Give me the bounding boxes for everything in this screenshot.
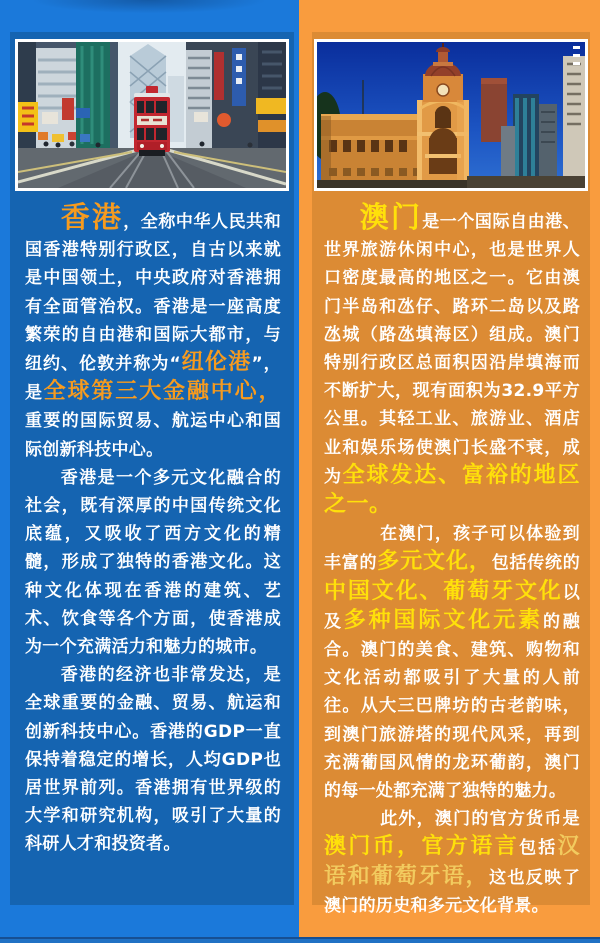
mo-culture-text-3: 以及: [324, 582, 580, 632]
mo-title: 澳门: [359, 200, 423, 234]
mo-highlight-international-elements: 多种国际文化元素: [343, 607, 543, 633]
mo-intro-paragraph: [324, 200, 580, 520]
hk-highlight-financial-center: 全球第三大金融中心，: [43, 379, 281, 405]
mo-culture-paragraph: [324, 520, 580, 805]
macau-panel: [312, 32, 590, 916]
macau-photo-frame: [314, 39, 588, 191]
hk-intro-text-1: ，全称中华人民共和国香港特别行政区，自古以来就是中国领土，中央政府对香港拥有全面管治权。香港是一座高度繁荣的自由港和国际大都市，与纽约、伦敦并称为“: [25, 212, 281, 375]
hk-economy-text: 香港的经济也非常发达，是全球重要的金融、贸易、航运和创新科技中心。香港的GDP一直保持着稳定的增长，人均GDP也居世界前列。香港拥有世界级的大学和研究机构，吸引了大量的科研人才和投资者。: [25, 665, 281, 855]
mo-highlight-multiculture: 多元文化，: [377, 549, 492, 575]
mo-highlight-chinese-portuguese: 汉语和葡萄牙语，: [324, 834, 580, 889]
hk-intro-paragraph: [25, 200, 281, 464]
mo-language-paragraph: [324, 805, 580, 920]
mo-intro-text-1: 是一个国际自由港、世界旅游休闲中心，也是世界人口密度最高的地区之一。它由澳门半岛和氹仔、路环二岛以及路氹城（路氹填海区）组成。澳门特别行政区总面积因沿岸填海而不断扩大，现有面积为32.9平方公里。其轻工业、旅游业、酒店业和娱乐场使澳门长盛不衰，成为: [324, 212, 580, 487]
hongkong-photo-frame: [15, 39, 289, 191]
hk-intro-text-2: ”，是: [25, 354, 281, 404]
bottom-divider-strip: [0, 937, 600, 943]
mo-language-text-2: 包括: [519, 838, 558, 859]
hk-culture-text: 香港是一个多元文化融合的社会，既有深厚的中国传统文化底蕴，又吸收了西方文化的精髓，形成了独特的香港文化。这种文化体现在香港的建筑、艺术、饮食等各个方面，使香港成为一个充满活力和魅力的城市。: [25, 467, 281, 658]
macau-column: [299, 0, 600, 943]
hk-highlight-nylonkong: 纽伦港: [180, 350, 252, 376]
hk-intro-text-3: 重要的国际贸易、航运中心和国际创新科技中心。: [25, 411, 281, 460]
mo-culture-text-2: 包括传统的: [491, 553, 580, 574]
mo-highlight-pataca-language: 澳门币，官方语言: [324, 834, 520, 860]
macau-text-block: [312, 191, 590, 920]
mo-culture-text-1: 在澳门，孩子可以体验到丰富的: [324, 524, 580, 574]
hongkong-street-photo: [18, 42, 286, 188]
hongkong-column: [0, 0, 299, 943]
hk-economy-paragraph: [25, 661, 281, 858]
mo-culture-text-4: 的融合。澳门的美食、建筑、购物和文化活动都吸引了大量的人前往。从大三巴牌坊的古老韵味，到澳门旅游塔的现代风采，再到充满葡国风情的龙环葡韵，澳门的每一处都充满了独特的魅力。: [324, 611, 580, 802]
hongkong-panel: [10, 32, 294, 905]
mo-highlight-chinese-portuguese-culture: 中国文化、葡萄牙文化: [324, 578, 563, 604]
mo-highlight-prosperous-region: 全球发达、富裕的地区之一。: [324, 462, 580, 518]
mo-language-text-1: 此外，澳门的官方货币是: [380, 809, 580, 830]
hk-culture-paragraph: [25, 464, 281, 661]
mo-language-text-3: 这也反映了澳门的历史和多元文化背景。: [324, 867, 580, 916]
hongkong-text-block: [10, 191, 294, 859]
hk-title: 香港: [60, 200, 124, 234]
macau-building-photo: [317, 42, 585, 188]
